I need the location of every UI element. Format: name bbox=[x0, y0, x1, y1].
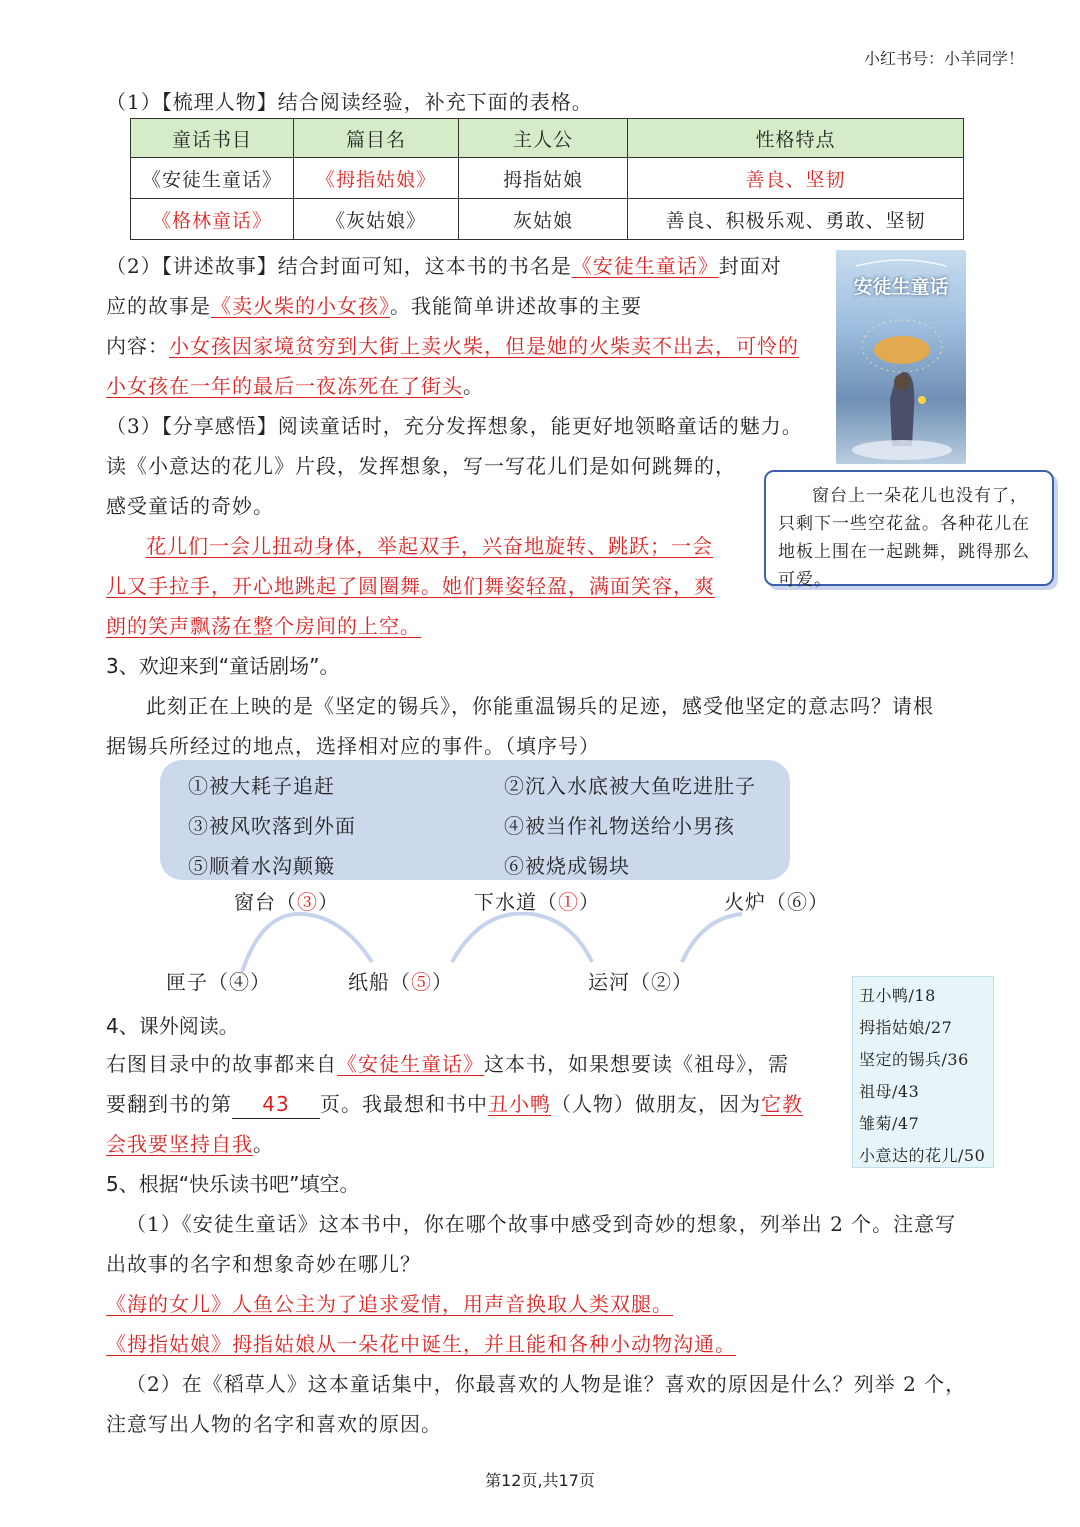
q2-text: 封面对 bbox=[718, 254, 782, 278]
page-number: 第12页,共17页 bbox=[485, 1471, 595, 1490]
s4-text: （人物）做朋友，因为 bbox=[551, 1092, 761, 1116]
s4-reason-answer: 会我要坚持自我 bbox=[106, 1132, 253, 1156]
q2-line3 bbox=[106, 332, 799, 360]
place-name: 纸船 bbox=[348, 970, 390, 994]
q3-answer: 朗的笑声飘荡在整个房间的上空。 bbox=[106, 614, 421, 638]
q2-text: 内容： bbox=[106, 334, 169, 358]
section4-title: 4、课外阅读。 bbox=[106, 1014, 239, 1038]
q2-text: 。我能简单讲述故事的主要 bbox=[390, 294, 642, 318]
q2-answer: 小女孩在一年的最后一夜冻死在了街头 bbox=[106, 374, 463, 398]
book-cover-image bbox=[836, 250, 966, 464]
answer-text: 人鱼公主为了追求爱情，用声音换取人类双腿。 bbox=[232, 1292, 673, 1316]
q2-line2 bbox=[106, 292, 642, 320]
table-cell: 善良、积极乐观、勇敢、坚韧 bbox=[628, 199, 964, 240]
event-item: ⑥被烧成锡块 bbox=[504, 854, 630, 878]
table-header: 篇目名 bbox=[294, 119, 459, 158]
place-sewer: 下水道（①） bbox=[474, 890, 600, 914]
q2-answer: 小女孩因家境贫穷到大街上卖火柴，但是她的火柴卖不出去，可怜的 bbox=[169, 334, 799, 358]
q3-answer: 花儿们一会儿扭动身体，举起双手，兴奋地旋转、跳跃；一会 bbox=[146, 534, 713, 558]
toc-item: 祖母/43 bbox=[859, 1082, 920, 1101]
q2-book-answer: 《安徒生童话》 bbox=[571, 254, 719, 278]
table-cell: 拇指姑娘 bbox=[459, 158, 628, 199]
toc-item: 坚定的锡兵/36 bbox=[859, 1050, 969, 1069]
table-header: 童话书目 bbox=[131, 119, 294, 158]
event-item: ③被风吹落到外面 bbox=[188, 814, 356, 838]
s4-text: 页。我最想和书中 bbox=[320, 1092, 488, 1116]
section4-line2 bbox=[106, 1090, 803, 1119]
toc-item: 拇指姑娘/27 bbox=[859, 1018, 953, 1037]
place-name: 下水道 bbox=[474, 890, 537, 914]
section3-line2: 据锡兵所经过的地点，选择相对应的事件。（填序号） bbox=[106, 734, 600, 758]
section5-q2-line2: 注意写出人物的名字和喜欢的原因。 bbox=[106, 1412, 442, 1436]
q3-line2: 读《小意达的花儿》片段，发挥想象，写一写花儿们是如何跳舞的， bbox=[106, 454, 736, 478]
q2-text: 应的故事是 bbox=[106, 294, 211, 318]
section5-title: 5、根据“快乐读书吧”填空。 bbox=[106, 1172, 360, 1196]
q2-line1 bbox=[106, 252, 782, 280]
character-table bbox=[130, 118, 964, 240]
table-cell: 《灰姑娘》 bbox=[294, 199, 459, 240]
place-answer: ④ bbox=[229, 970, 250, 994]
place-name: 火炉 bbox=[724, 890, 766, 914]
table-row bbox=[131, 199, 964, 240]
q3-line1: （3）【分享感悟】阅读童话时，充分发挥想象，能更好地领略童话的魅力。 bbox=[106, 414, 803, 438]
table-header-row bbox=[131, 119, 964, 158]
section5-q2-line1: （2）在《稻草人》这本童话集中，你最喜欢的人物是谁？喜欢的原因是什么？列举 2 个， bbox=[126, 1372, 967, 1396]
q2-text: （2）【讲述故事】结合封面可知，这本书的书名是 bbox=[106, 254, 572, 278]
table-header: 性格特点 bbox=[628, 119, 964, 158]
route-curve bbox=[222, 912, 782, 992]
answer-title: 《拇指姑娘》 bbox=[106, 1332, 232, 1356]
s4-text: 。 bbox=[253, 1132, 274, 1156]
toc-item: 丑小鸭/18 bbox=[859, 986, 936, 1005]
toc-item: 雏菊/47 bbox=[859, 1114, 920, 1133]
s4-reason-answer: 它教 bbox=[761, 1092, 803, 1116]
event-item: ②沉入水底被大鱼吃进肚子 bbox=[504, 774, 756, 798]
cover-title: 安徒生童话 bbox=[853, 276, 949, 298]
place-box: 匣子（④） bbox=[166, 970, 271, 994]
s4-text: 右图目录中的故事都来自 bbox=[106, 1052, 337, 1076]
place-answer: ③ bbox=[297, 890, 318, 914]
table-cell: 《安徒生童话》 bbox=[131, 158, 294, 199]
place-paper-boat: 纸船（⑤） bbox=[348, 970, 453, 994]
place-name: 运河 bbox=[588, 970, 630, 994]
event-item: ⑤顺着水沟颠簸 bbox=[188, 854, 335, 878]
section4-line3 bbox=[106, 1130, 274, 1158]
s4-text: 要翻到书的第 bbox=[106, 1092, 232, 1116]
s4-page-answer: 43 bbox=[232, 1090, 320, 1119]
table-cell: 《拇指姑娘》 bbox=[294, 158, 459, 199]
answer-text: 拇指姑娘从一朵花中诞生，并且能和各种小动物沟通。 bbox=[232, 1332, 736, 1356]
section5-answer1 bbox=[106, 1290, 673, 1318]
answer-title: 《海的女儿》 bbox=[106, 1292, 232, 1316]
section3-title: 3、欢迎来到“童话剧场”。 bbox=[106, 654, 340, 678]
place-windowsill: 窗台（③） bbox=[234, 890, 339, 914]
s4-character-answer: 丑小鸭 bbox=[488, 1092, 551, 1116]
excerpt-bubble bbox=[764, 470, 1054, 590]
place-answer: ① bbox=[558, 890, 579, 914]
table-cell: 《格林童话》 bbox=[131, 199, 294, 240]
section4-line1 bbox=[106, 1050, 789, 1078]
excerpt-text: 窗台上一朵花儿也没有了，只剩下一些空花盆。各种花儿在地板上围在一起跳舞，跳得那么可爱。 bbox=[778, 486, 1030, 590]
place-name: 匣子 bbox=[166, 970, 208, 994]
place-answer: ⑤ bbox=[411, 970, 432, 994]
q2-line4 bbox=[106, 372, 484, 400]
cover-illustration bbox=[836, 250, 966, 464]
place-name: 窗台 bbox=[234, 890, 276, 914]
q1-intro: （1）【梳理人物】结合阅读经验，补充下面的表格。 bbox=[106, 90, 593, 114]
place-canal: 运河（②） bbox=[588, 970, 693, 994]
s4-text: 这本书，如果想要读《祖母》，需 bbox=[484, 1052, 789, 1076]
event-item: ④被当作礼物送给小男孩 bbox=[504, 814, 735, 838]
place-answer: ⑥ bbox=[787, 890, 808, 914]
place-stove: 火炉（⑥） bbox=[724, 890, 829, 914]
section5-q1-line2: 出故事的名字和想象奇妙在哪儿？ bbox=[106, 1252, 421, 1276]
place-answer: ② bbox=[651, 970, 672, 994]
table-header: 主人公 bbox=[459, 119, 628, 158]
s4-book-answer: 《安徒生童话》 bbox=[337, 1052, 484, 1076]
section3-line1: 此刻正在上映的是《坚定的锡兵》，你能重温锡兵的足迹，感受他坚定的意志吗？请根 bbox=[146, 694, 934, 718]
event-item: ①被大耗子追赶 bbox=[188, 774, 335, 798]
q2-text: 。 bbox=[463, 374, 484, 398]
table-row bbox=[131, 158, 964, 199]
q3-line3: 感受童话的奇妙。 bbox=[106, 494, 274, 518]
section5-q1-line1: （1）《安徒生童话》这本书中，你在哪个故事中感受到奇妙的想象，列举出 2 个。注意写 bbox=[126, 1212, 957, 1236]
q2-story-answer: 《卖火柴的小女孩》 bbox=[211, 294, 390, 318]
events-box bbox=[160, 760, 790, 880]
table-of-contents bbox=[852, 976, 994, 1168]
toc-item: 小意达的花儿/50 bbox=[859, 1146, 986, 1165]
table-cell: 灰姑娘 bbox=[459, 199, 628, 240]
table-cell: 善良、坚韧 bbox=[628, 158, 964, 199]
q3-answer: 儿又手拉手，开心地跳起了圆圈舞。她们舞姿轻盈，满面笑容，爽 bbox=[106, 574, 715, 598]
section5-answer2 bbox=[106, 1330, 736, 1358]
header-account: 小红书号：小羊同学！ bbox=[863, 49, 1024, 68]
